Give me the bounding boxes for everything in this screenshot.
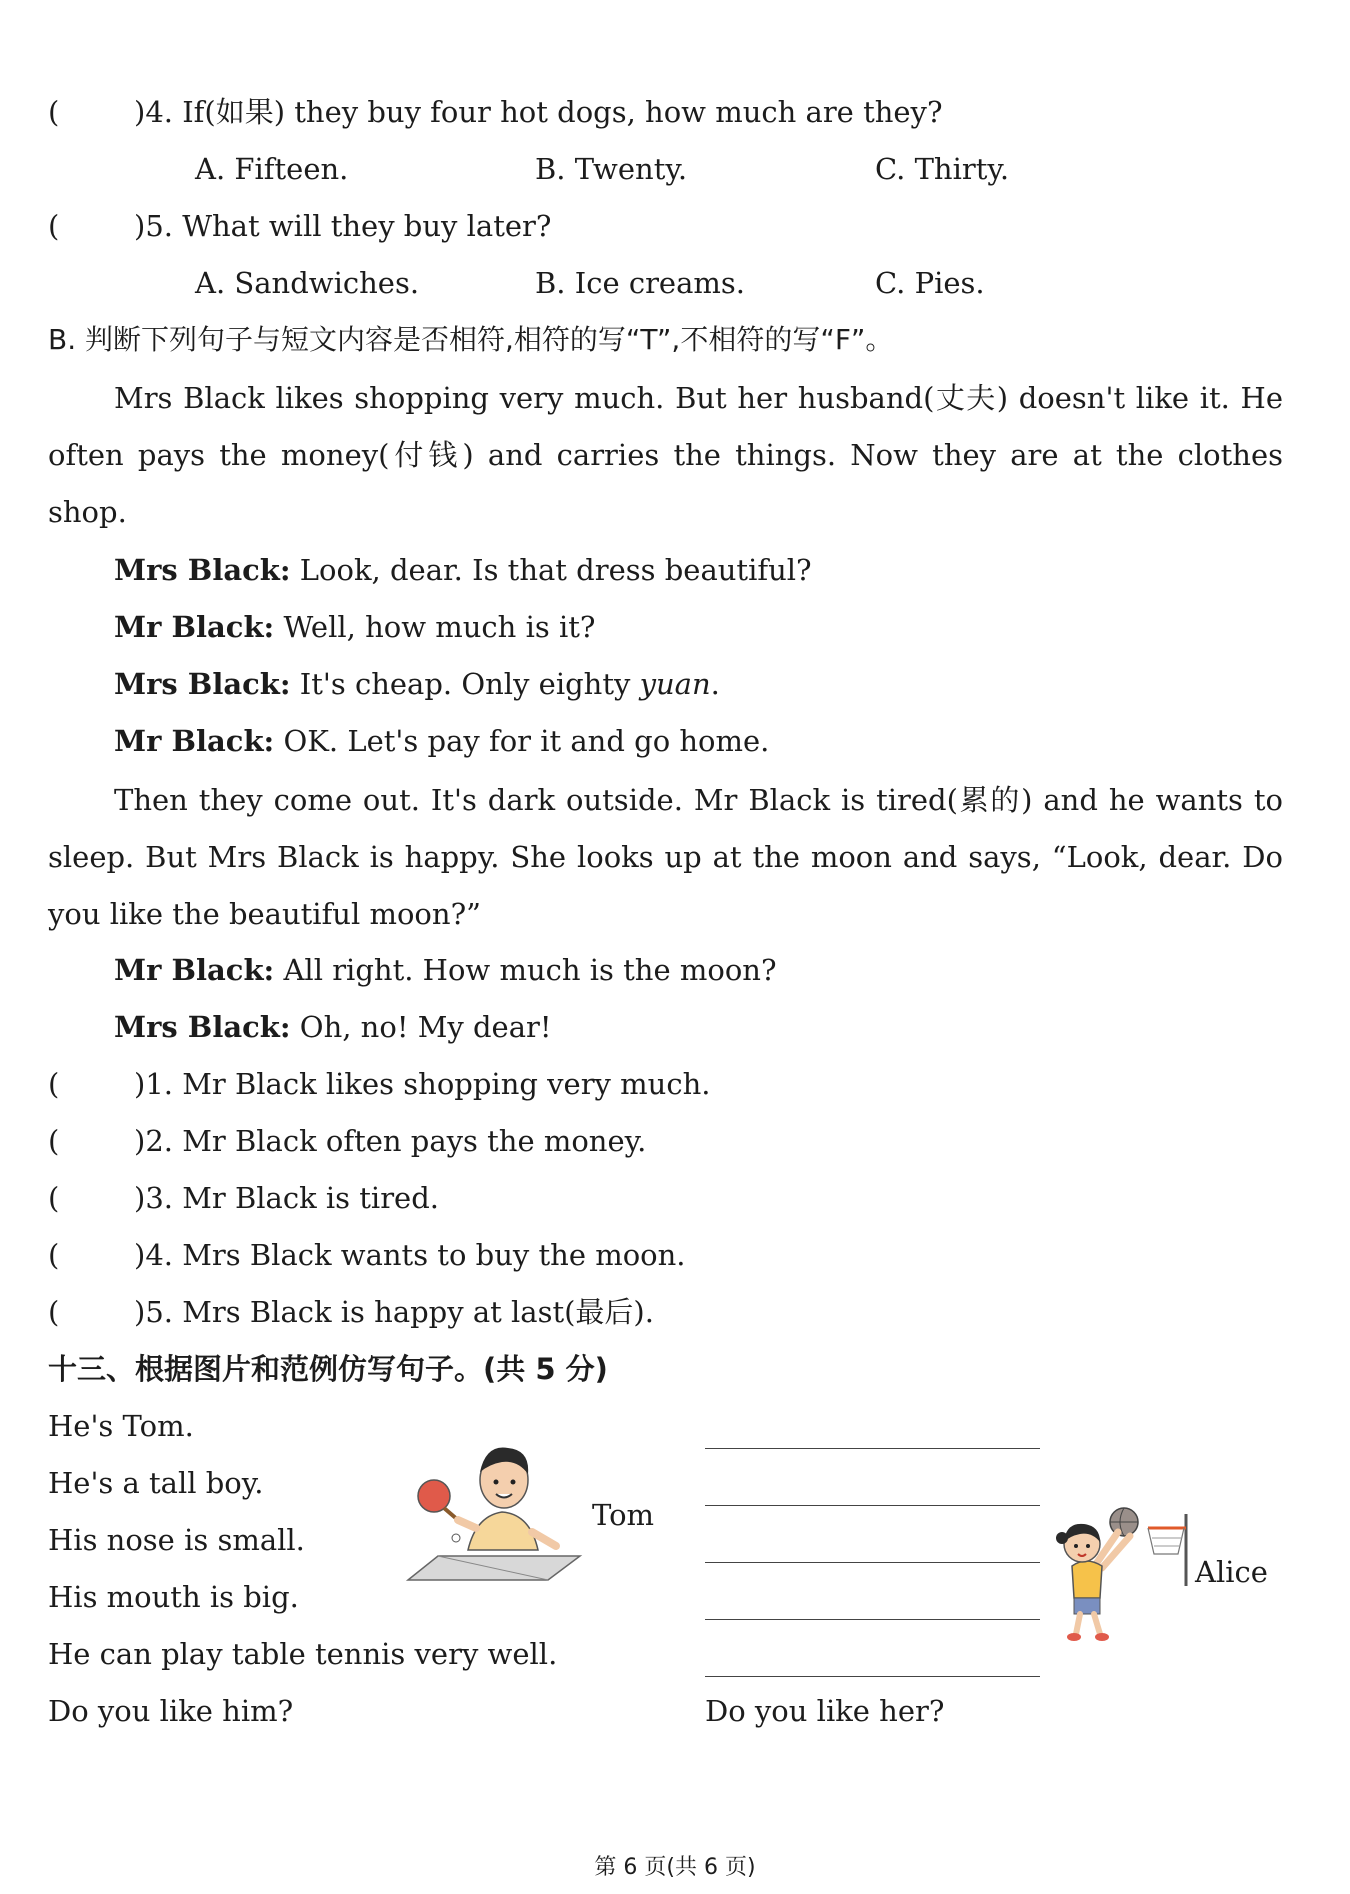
passage-text: Mrs Black likes shopping very much. But her husband(丈夫) doesn't like it. He often pays the money(付钱) and carries the things. Now they are at the clothes shop. xyxy=(48,381,1283,529)
option-c: C. Thirty. xyxy=(875,152,1010,186)
model-sentence: His mouth is big. xyxy=(48,1580,299,1614)
answer-paren[interactable]: ( xyxy=(48,1181,60,1215)
option-c: C. Pies. xyxy=(875,266,985,300)
statement-2 xyxy=(48,1121,646,1161)
dialogue-text: Well, how much is it? xyxy=(283,610,596,644)
closing-question: Do you like her? xyxy=(705,1694,945,1728)
section-13-heading: 十三、根据图片和范例仿写句子。(共 5 分) xyxy=(48,1352,608,1386)
answer-paren[interactable]: ( xyxy=(48,1067,60,1101)
dialogue-text: Oh, no! My dear! xyxy=(299,1010,552,1044)
speaker-name: Mr Black: xyxy=(114,953,275,987)
dialogue-text: Look, dear. Is that dress beautiful? xyxy=(299,553,812,587)
model-sentence: He can play table tennis very well. xyxy=(48,1637,558,1671)
writing-line[interactable] xyxy=(705,1619,1040,1620)
answer-paren[interactable]: ( xyxy=(48,95,60,129)
option-a: A. Sandwiches. xyxy=(195,266,420,300)
dialogue-italic: yuan xyxy=(639,667,711,701)
dialogue-text: OK. Let's pay for it and go home. xyxy=(283,724,770,758)
page-footer: 第 6 页(共 6 页) xyxy=(594,1855,756,1880)
alice-label: Alice xyxy=(1195,1555,1268,1589)
writing-line[interactable] xyxy=(705,1448,1040,1449)
dialogue-line xyxy=(114,721,769,761)
question-stem: )4. If(如果) they buy four hot dogs, how much are they? xyxy=(134,95,943,129)
statement-text: )4. Mrs Black wants to buy the moon. xyxy=(134,1238,686,1272)
passage-paragraph-2 xyxy=(48,772,1283,943)
model-sentence: He's Tom. xyxy=(48,1409,194,1443)
dialogue-text: It's cheap. Only eighty xyxy=(299,667,640,701)
passage-paragraph-1 xyxy=(48,370,1283,541)
dialogue-line xyxy=(114,664,720,704)
dialogue-line xyxy=(114,607,595,647)
writing-line[interactable] xyxy=(705,1505,1040,1506)
speaker-name: Mrs Black: xyxy=(114,1010,291,1044)
speaker-name: Mr Black: xyxy=(114,724,275,758)
answer-paren[interactable]: ( xyxy=(48,209,60,243)
statement-text: )3. Mr Black is tired. xyxy=(134,1181,439,1215)
section-b-instruction: B. 判断下列句子与短文内容是否相符,相符的写“T”,不相符的写“F”。 xyxy=(48,323,894,356)
speaker-name: Mrs Black: xyxy=(114,553,291,587)
dialogue-text: All right. How much is the moon? xyxy=(283,953,777,987)
question-4 xyxy=(48,92,943,132)
writing-line[interactable] xyxy=(705,1676,1040,1677)
statement-text: )2. Mr Black often pays the money. xyxy=(134,1124,647,1158)
option-b: B. Ice creams. xyxy=(535,266,745,300)
answer-paren[interactable]: ( xyxy=(48,1124,60,1158)
statement-5 xyxy=(48,1292,654,1332)
statement-text: )5. Mrs Black is happy at last(最后). xyxy=(134,1295,654,1329)
dialogue-line xyxy=(114,550,812,590)
dialogue-line xyxy=(114,950,777,990)
answer-paren[interactable]: ( xyxy=(48,1295,60,1329)
option-b: B. Twenty. xyxy=(535,152,688,186)
statement-4 xyxy=(48,1235,686,1275)
model-sentence: Do you like him? xyxy=(48,1694,294,1728)
tom-table-tennis-illustration xyxy=(398,1438,588,1588)
dialogue-line xyxy=(114,1007,552,1047)
statement-1 xyxy=(48,1064,710,1104)
alice-basketball-illustration xyxy=(1036,1494,1192,1644)
statement-text: )1. Mr Black likes shopping very much. xyxy=(134,1067,711,1101)
speaker-name: Mrs Black: xyxy=(114,667,291,701)
speaker-name: Mr Black: xyxy=(114,610,275,644)
dialogue-tail: . xyxy=(710,667,720,701)
passage-text: Then they come out. It's dark outside. Mr Black is tired(累的) and he wants to sleep. But Mrs Black is happy. She looks up at the moon and says, “Look, dear. Do you like the beautiful moon?” xyxy=(48,783,1283,931)
option-a: A. Fifteen. xyxy=(195,152,349,186)
statement-3 xyxy=(48,1178,439,1218)
model-sentence: His nose is small. xyxy=(48,1523,305,1557)
question-stem: )5. What will they buy later? xyxy=(134,209,552,243)
answer-paren[interactable]: ( xyxy=(48,1238,60,1272)
writing-line[interactable] xyxy=(705,1562,1040,1563)
tom-label: Tom xyxy=(592,1498,655,1532)
question-5 xyxy=(48,206,551,246)
model-sentence: He's a tall boy. xyxy=(48,1466,264,1500)
